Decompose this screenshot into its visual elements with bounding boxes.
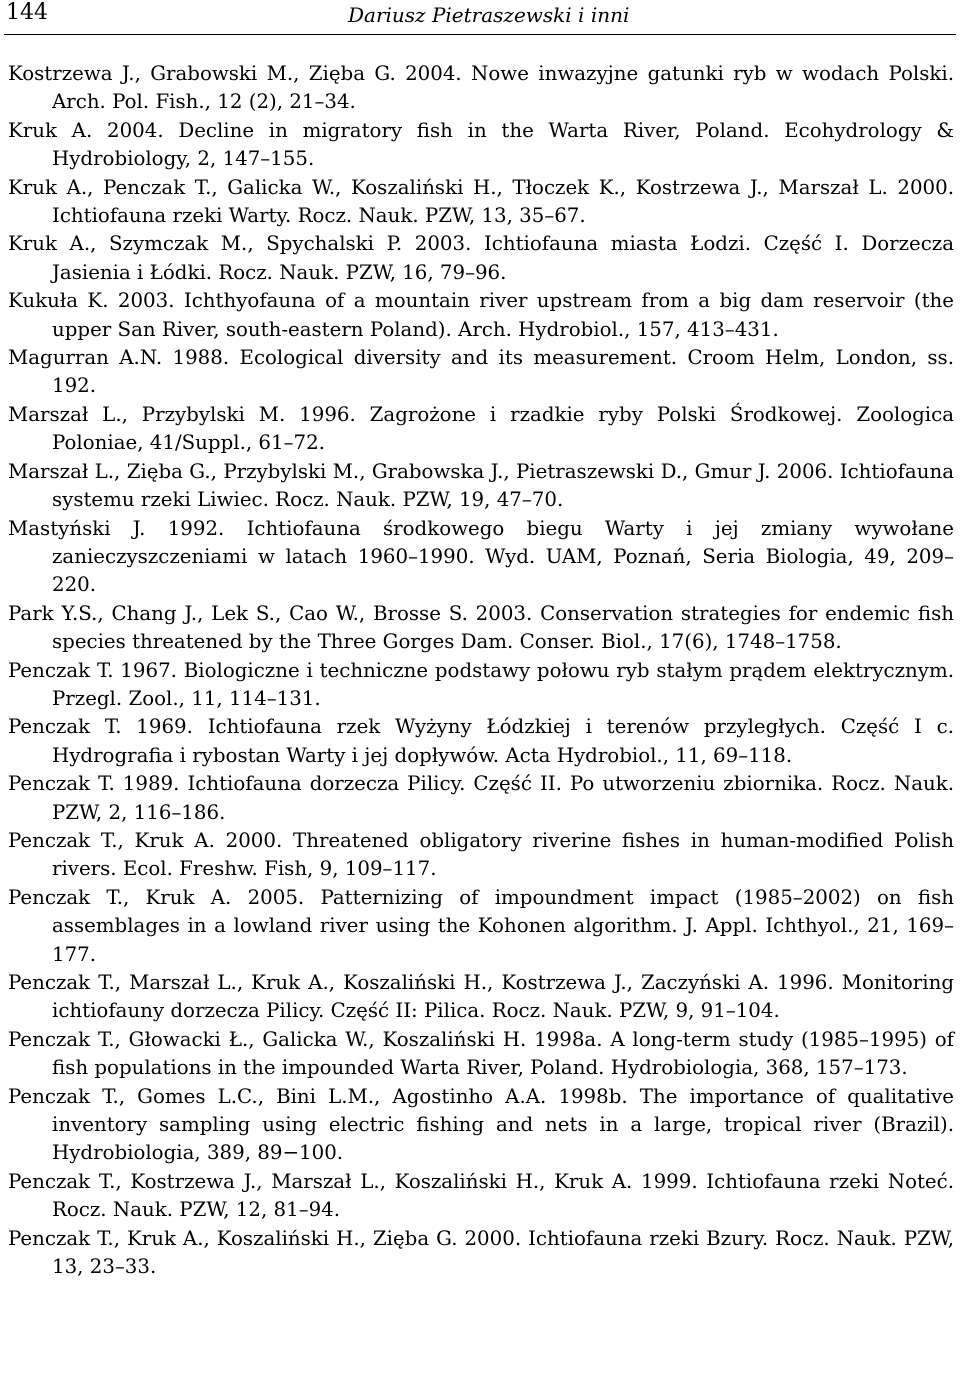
running-header bbox=[4, 0, 960, 28]
reference-entry: Kruk A., Penczak T., Galicka W., Koszaliński H., Tłoczek K., Kostrzewa J., Marszał L. 2000. Ichtiofauna rzeki Warty. Rocz. Nauk. PZW, 13, 35–67. bbox=[8, 175, 954, 228]
reference-entry: Penczak T., Kruk A., Koszaliński H., Zięba G. 2000. Ichtiofauna rzeki Bzury. Rocz. Nauk. PZW, 13, 23–33. bbox=[8, 1226, 954, 1279]
reference-entry: Magurran A.N. 1988. Ecological diversity and its measurement. Croom Helm, London, ss. 192. bbox=[8, 346, 954, 398]
reference-entry: Penczak T. 1989. Ichtiofauna dorzecza Pilicy. Część II. Po utworzeniu zbiornika. Rocz. Nauk. PZW, 2, 116–186. bbox=[8, 772, 954, 824]
reference-list bbox=[8, 60, 954, 1281]
reference-entry: Marszał L., Przybylski M. 1996. Zagrożone i rzadkie ryby Polski Środkowej. Zoologica Poloniae, 41/Suppl., 61–72. bbox=[8, 402, 954, 455]
reference-entry: Penczak T. 1967. Biologiczne i techniczne podstawy połowu ryb stałym prądem elektrycznym. Przegl. Zool., 11, 114–131. bbox=[8, 658, 954, 710]
reference-entry: Penczak T., Gomes L.C., Bini L.M., Agostinho A.A. 1998b. The importance of qualitative inventory sampling using electric fishing and nets in a large, tropical river (Brazil). Hydrobiologia, 389, 89−100. bbox=[8, 1084, 954, 1165]
reference-entry: Penczak T., Głowacki Ł., Galicka W., Koszaliński H. 1998a. A long-term study (1985–1995) of fish populations in the impounded Warta River, Poland. Hydrobiologia, 368, 157–173. bbox=[8, 1027, 954, 1080]
reference-entry: Penczak T., Marszał L., Kruk A., Koszaliński H., Kostrzewa J., Zaczyński A. 1996. Monitoring ichtiofauny dorzecza Pilicy. Część II: Pilica. Rocz. Nauk. PZW, 9, 91–104. bbox=[8, 971, 954, 1023]
reference-entry: Penczak T., Kruk A. 2000. Threatened obligatory riverine fishes in human-modified Polish rivers. Ecol. Freshw. Fish, 9, 109–117. bbox=[8, 828, 954, 881]
reference-entry: Kostrzewa J., Grabowski M., Zięba G. 2004. Nowe inwazyjne gatunki ryb w wodach Polski. Arch. Pol. Fish., 12 (2), 21–34. bbox=[8, 62, 954, 114]
page-number: 144 bbox=[6, 0, 48, 25]
reference-entry: Kruk A. 2004. Decline in migratory fish in the Warta River, Poland. Ecohydrology & Hydrobiology, 2, 147–155. bbox=[8, 118, 954, 171]
reference-entry: Park Y.S., Chang J., Lek S., Cao W., Brosse S. 2003. Conservation strategies for endemic fish species threatened by the Three Gorges Dam. Conser. Biol., 17(6), 1748–1758. bbox=[8, 601, 954, 654]
header-divider bbox=[4, 34, 956, 35]
reference-entry: Mastyński J. 1992. Ichtiofauna środkowego biegu Warty i jej zmiany wywołane zanieczyszczeniami w latach 1960–1990. Wyd. UAM, Poznań, Seria Biologia, 49, 209–220. bbox=[8, 516, 954, 597]
reference-entry: Penczak T., Kostrzewa J., Marszał L., Koszaliński H., Kruk A. 1999. Ichtiofauna rzeki Noteć. Rocz. Nauk. PZW, 12, 81–94. bbox=[8, 1169, 954, 1222]
reference-entry: Kukuła K. 2003. Ichthyofauna of a mountain river upstream from a big dam reservoir (the upper San River, south-eastern Poland). Arch. Hydrobiol., 157, 413–431. bbox=[8, 289, 954, 341]
reference-entry: Penczak T. 1969. Ichtiofauna rzek Wyżyny Łódzkiej i terenów przyległych. Część I c. Hydrografia i rybostan Warty i jej dopływów. Acta Hydrobiol., 11, 69–118. bbox=[8, 715, 954, 767]
header-authors: Dariusz Pietraszewski i inni bbox=[348, 3, 630, 27]
reference-entry: Marszał L., Zięba G., Przybylski M., Grabowska J., Pietraszewski D., Gmur J. 2006. Ichtiofauna systemu rzeki Liwiec. Rocz. Nauk. PZW, 19, 47–70. bbox=[8, 459, 954, 512]
reference-entry: Kruk A., Szymczak M., Spychalski P. 2003. Ichtiofauna miasta Łodzi. Część I. Dorzecza Jasienia i Łódki. Rocz. Nauk. PZW, 16, 79–96. bbox=[8, 232, 954, 284]
reference-entry: Penczak T., Kruk A. 2005. Patternizing of impoundment impact (1985–2002) on fish assemblages in a lowland river using the Kohonen algorithm. J. Appl. Ichthyol., 21, 169–177. bbox=[8, 885, 954, 966]
